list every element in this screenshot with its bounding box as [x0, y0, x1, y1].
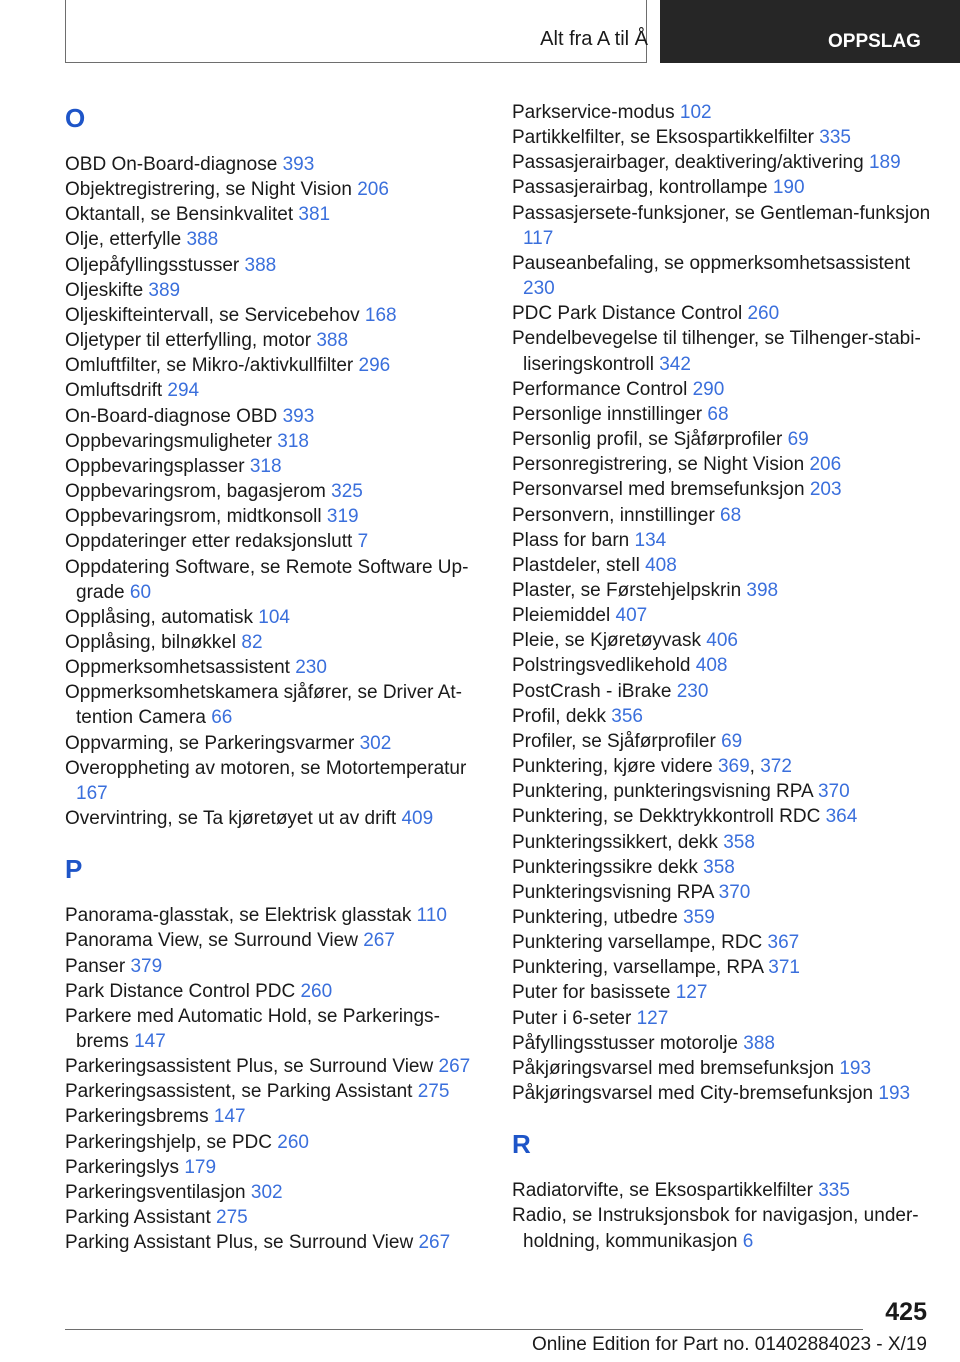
page-link[interactable]: 359 — [683, 907, 715, 928]
index-entry — [65, 1130, 485, 1155]
index-term: PostCrash - iBrake — [512, 680, 672, 702]
index-term: Objektregistrering, se Night Vision — [65, 179, 352, 201]
index-term: Oppbevaringsplasser — [65, 455, 245, 477]
index-term: Påfyllingsstusser motorolje — [512, 1032, 738, 1054]
index-entry — [512, 201, 932, 251]
index-term: Profiler, se Sjåførprofiler — [512, 730, 716, 752]
index-entry — [65, 404, 485, 429]
page-link[interactable]: 318 — [277, 430, 309, 452]
index-entry — [512, 880, 932, 905]
page-link[interactable]: 342 — [659, 353, 691, 375]
index-term: Passasjersete-funksjoner, se Gentleman-funksjon — [512, 202, 931, 224]
index-term: Personregistrering, se Night Vision — [512, 454, 805, 476]
index-column-left — [65, 100, 485, 1255]
group-spacer — [512, 1106, 932, 1126]
index-entry — [65, 303, 485, 328]
index-entry — [512, 377, 932, 402]
page-link[interactable]: 409 — [401, 808, 434, 830]
page-link[interactable]: 190 — [772, 177, 805, 199]
index-entry — [512, 452, 932, 477]
index-term: Oppmerksomhetskamera sjåfører, se Driver Attention Camera — [65, 682, 462, 729]
index-term: Omluftfilter, se Mikro-/aktivkullfilter — [65, 355, 354, 377]
page-link[interactable]: 102 — [679, 102, 712, 123]
section-title: Alt fra A til Å — [540, 28, 648, 50]
page-link[interactable]: 406 — [706, 630, 738, 652]
index-entry — [65, 1079, 485, 1104]
index-entry — [65, 227, 485, 252]
index-entry — [512, 402, 932, 427]
page-link[interactable]: 408 — [645, 554, 677, 576]
page-link[interactable]: 358 — [703, 856, 735, 878]
page-link[interactable]: 393 — [282, 405, 315, 427]
letter-spacer — [65, 136, 485, 152]
index-term: Parkeringslys — [65, 1156, 180, 1178]
index-entry — [512, 427, 932, 452]
index-term: OBD On-Board-diagnose — [65, 154, 278, 175]
page-link[interactable]: 147 — [213, 1106, 246, 1128]
index-term: Pauseanbefaling, se oppmerksomhetsassistent — [512, 252, 911, 274]
index-term: Pendelbevegelse til tilhenger, se Tilhenger-stabiliseringskontroll — [512, 328, 921, 375]
index-term: Punkteringssikre dekk — [512, 856, 698, 878]
index-entry — [65, 529, 485, 554]
index-term: Panorama View, se Surround View — [65, 930, 358, 952]
page-link[interactable]: 134 — [634, 529, 667, 551]
index-term: Plastdeler, stell — [512, 554, 640, 576]
index-term: Punktering, se Dekktrykkontroll RDC — [512, 806, 821, 828]
page-link[interactable]: 407 — [615, 605, 648, 627]
page-link[interactable]: 388 — [186, 229, 219, 251]
page-link[interactable]: 260 — [747, 303, 780, 325]
index-term: Personlige innstillinger — [512, 403, 703, 425]
index-entry — [65, 278, 485, 303]
index-term: Overvintring, se Ta kjøretøyet ut av drift — [65, 808, 397, 830]
index-entry — [65, 1054, 485, 1079]
page-link[interactable]: 69 — [787, 429, 809, 451]
section-letter: O — [65, 103, 86, 133]
index-entry — [65, 903, 485, 928]
page-link[interactable]: 260 — [300, 980, 333, 1002]
page-link[interactable]: 369 — [717, 756, 750, 778]
index-entry — [512, 729, 932, 754]
index-entry — [512, 477, 932, 502]
index-term: Puter for basissete — [512, 982, 671, 1004]
index-term: Punktering, punkteringsvisning RPA — [512, 781, 813, 803]
index-term: Punkteringssikkert, dekk — [512, 831, 718, 853]
index-entry — [512, 1056, 932, 1081]
index-term: Personlig profil, se Sjåførprofiler — [512, 429, 783, 451]
index-entry — [65, 630, 485, 655]
page-link[interactable]: 275 — [417, 1081, 450, 1103]
page-link[interactable]: 230 — [523, 278, 555, 300]
page-link[interactable]: 393 — [282, 154, 315, 175]
index-entry — [512, 804, 932, 829]
index-term: Passasjerairbager, deaktivering/aktivering — [512, 152, 864, 174]
section-letter: R — [512, 1129, 531, 1160]
page-link[interactable]: 358 — [723, 831, 755, 853]
page-link[interactable]: 167 — [76, 782, 108, 804]
index-term: Plaster, se Førstehjelpskrin — [512, 579, 742, 601]
page-link[interactable]: 325 — [331, 481, 363, 503]
footer-divider — [65, 1329, 863, 1330]
index-entry — [512, 830, 932, 855]
index-term: Oppbevaringsrom, bagasjerom — [65, 481, 326, 503]
index-term: Parking Assistant — [65, 1207, 211, 1229]
index-term: Olje, etterfylle — [65, 229, 182, 251]
index-entry — [512, 628, 932, 653]
index-term: Polstringsvedlikehold — [512, 655, 691, 677]
index-term: Punkteringsvisning RPA — [512, 881, 714, 903]
letter-spacer — [512, 1162, 932, 1178]
page-link[interactable]: 356 — [611, 705, 643, 727]
index-term: Punktering, utbedre — [512, 907, 678, 928]
index-entry — [512, 1081, 932, 1106]
index-entry — [65, 353, 485, 378]
index-term: Oppvarming, se Parkeringsvarmer — [65, 732, 355, 754]
index-entry — [65, 479, 485, 504]
page-link[interactable]: 398 — [746, 579, 779, 601]
index-term: Oktantall, se Bensinkvalitet — [65, 204, 294, 226]
index-entry — [65, 1230, 485, 1255]
index-term: Parking Assistant Plus, se Surround View — [65, 1232, 414, 1254]
page-link[interactable]: 379 — [130, 955, 163, 977]
index-term: Punktering, varsellampe, RPA — [512, 957, 763, 979]
page-link[interactable]: 388 — [244, 254, 277, 276]
index-term: Partikkelfilter, se Eksospartikkelfilter — [512, 127, 814, 149]
index-entry — [65, 1180, 485, 1205]
index-term: Parkeringsventilasjon — [65, 1181, 246, 1203]
page-link[interactable]: 168 — [364, 304, 397, 326]
index-entry — [65, 756, 485, 806]
index-entry — [512, 251, 932, 301]
index-entry — [65, 731, 485, 756]
index-term: Oppbevaringsrom, midtkonsoll — [65, 506, 322, 528]
index-entry — [512, 653, 932, 678]
index-entry — [512, 1203, 932, 1253]
page-link[interactable]: 230 — [295, 657, 327, 679]
index-entry — [65, 1004, 485, 1054]
section-letter: P — [65, 854, 83, 885]
page-link[interactable]: 66 — [211, 707, 233, 729]
index-entry — [512, 603, 932, 628]
index-entry — [512, 1178, 932, 1203]
index-entry — [512, 326, 932, 376]
page-link[interactable]: 296 — [358, 355, 391, 377]
index-entry — [65, 1155, 485, 1180]
index-term: PDC Park Distance Control — [512, 303, 743, 325]
page-link[interactable]: 203 — [809, 479, 842, 501]
page-link[interactable]: 127 — [675, 982, 708, 1004]
page-link[interactable]: 370 — [718, 881, 751, 903]
page-link[interactable]: 68 — [720, 504, 742, 526]
page-link[interactable]: 179 — [184, 1156, 217, 1178]
page-link[interactable]: 206 — [357, 179, 389, 201]
page-link[interactable]: 290 — [692, 378, 725, 400]
page-link[interactable]: 275 — [216, 1207, 248, 1229]
index-term: Opplåsing, bilnøkkel — [65, 631, 237, 653]
index-entry — [65, 928, 485, 953]
index-entry — [65, 1104, 485, 1129]
index-term: Parkere med Automatic Hold, se Parkeringsbrems — [65, 1005, 440, 1052]
page-link[interactable]: 104 — [258, 606, 290, 628]
page-link[interactable]: 110 — [416, 905, 447, 927]
index-entry — [65, 605, 485, 630]
index-term: Pleiemiddel — [512, 605, 611, 627]
page-link[interactable]: 82 — [241, 631, 263, 653]
index-entry — [65, 328, 485, 353]
index-term: Parkeringsbrems — [65, 1106, 209, 1128]
index-entry — [65, 1205, 485, 1230]
page-link[interactable]: 364 — [825, 806, 858, 828]
index-term: On-Board-diagnose OBD — [65, 405, 278, 427]
index-entry — [512, 704, 932, 729]
index-entry — [65, 454, 485, 479]
index-entry — [65, 202, 485, 227]
index-entry — [512, 150, 932, 175]
page-link[interactable]: 294 — [167, 380, 200, 402]
index-entry — [65, 504, 485, 529]
index-entry — [512, 125, 932, 150]
page-link[interactable]: 267 — [438, 1056, 471, 1078]
edition-footer: Online Edition for Part no. 01402884023 - X/19 — [531, 1334, 927, 1355]
index-entry — [512, 100, 932, 125]
index-entry: Punktering, kjøre videre 369, 372 — [512, 756, 792, 778]
page-link[interactable]: 260 — [277, 1131, 309, 1153]
index-term: Passasjerairbag, kontrollampe — [512, 177, 768, 199]
index-entry — [512, 528, 932, 553]
index-entry — [65, 954, 485, 979]
index-entry — [65, 655, 485, 680]
index-entry — [65, 152, 485, 177]
index-term: Parkeringsassistent, se Parking Assistant — [65, 1081, 413, 1103]
page-link[interactable]: 371 — [768, 957, 800, 979]
page-link[interactable]: 367 — [767, 932, 800, 954]
index-entry — [512, 553, 932, 578]
page-link[interactable]: 193 — [839, 1057, 872, 1079]
index-term: Personvern, innstillinger — [512, 504, 715, 526]
page-link[interactable]: 388 — [316, 330, 349, 352]
page-link[interactable]: 388 — [743, 1032, 775, 1054]
index-term: Plass for barn — [512, 529, 630, 551]
index-entry — [65, 555, 485, 605]
index-term: Oljetyper til etterfylling, motor — [65, 330, 312, 352]
index-entry — [512, 930, 932, 955]
index-term: Påkjøringsvarsel med bremsefunksjon — [512, 1057, 835, 1079]
index-entry — [512, 855, 932, 880]
index-term: Parkeringsassistent Plus, se Surround View — [65, 1056, 434, 1078]
index-entry — [512, 1006, 932, 1031]
index-term: Oppdateringer etter redaksjonslutt — [65, 531, 353, 553]
page-link[interactable]: 267 — [363, 930, 395, 952]
index-term: Påkjøringsvarsel med City-bremsefunksjon — [512, 1083, 874, 1105]
page-link[interactable]: 381 — [298, 204, 331, 226]
index-entry — [512, 980, 932, 1005]
index-entry — [512, 301, 932, 326]
index-term: Personvarsel med bremsefunksjon — [512, 479, 805, 501]
group-spacer — [65, 831, 485, 851]
index-entry — [65, 177, 485, 202]
page-number: 425 — [885, 1298, 927, 1326]
index-entry — [512, 175, 932, 200]
index-entry — [512, 955, 932, 980]
page-link[interactable]: 189 — [868, 152, 901, 174]
page-link[interactable]: 68 — [707, 403, 729, 425]
page-link[interactable]: 193 — [878, 1083, 911, 1105]
page-link[interactable]: 370 — [817, 781, 850, 803]
page-link[interactable]: 319 — [326, 506, 359, 528]
page-link[interactable]: 372 — [760, 756, 792, 778]
index-term: Panser — [65, 955, 126, 977]
page-link[interactable]: 69 — [721, 730, 743, 752]
index-term: Punktering varsellampe, RDC — [512, 932, 763, 954]
page-link[interactable]: 117 — [523, 227, 554, 249]
index-term: Profil, dekk — [512, 705, 606, 727]
index-entry — [512, 1031, 932, 1056]
index-term: Oljeskifte — [65, 279, 144, 301]
page-link[interactable]: 6 — [742, 1230, 754, 1252]
index-entry — [65, 680, 485, 730]
index-entry — [65, 378, 485, 403]
page-link[interactable]: 335 — [818, 1180, 850, 1202]
page-link[interactable]: 408 — [695, 655, 728, 677]
index-entry — [65, 253, 485, 278]
index-term: Puter i 6-seter — [512, 1007, 632, 1029]
page-link[interactable]: 206 — [809, 454, 842, 476]
index-entry — [512, 779, 932, 804]
index-term: Park Distance Control PDC — [65, 980, 296, 1002]
index-term: Omluftsdrift — [65, 380, 163, 402]
index-column-right — [512, 100, 932, 1254]
index-term: Performance Control — [512, 378, 688, 400]
index-entry — [512, 905, 932, 930]
page-link[interactable]: 147 — [134, 1031, 166, 1052]
page-link[interactable]: 60 — [129, 581, 152, 603]
page-link[interactable]: 302 — [250, 1181, 283, 1203]
index-term: Oljepåfyllingsstusser — [65, 254, 240, 276]
page-link[interactable]: 335 — [819, 127, 851, 149]
page-link[interactable]: 302 — [359, 732, 392, 754]
section-tab — [660, 0, 960, 63]
page-link[interactable]: 318 — [249, 455, 282, 477]
page-link[interactable]: 389 — [148, 279, 181, 301]
page-link[interactable]: 267 — [418, 1232, 451, 1254]
index-term: Radiatorvifte, se Eksospartikkelfilter — [512, 1180, 813, 1202]
index-entry — [512, 503, 932, 528]
page-link[interactable]: 7 — [357, 531, 369, 553]
index-term: Oppmerksomhetsassistent — [65, 657, 290, 679]
index-entry — [65, 429, 485, 454]
index-term: Pleie, se Kjøretøyvask — [512, 630, 701, 652]
page-link[interactable]: 127 — [636, 1007, 669, 1029]
index-term: Oppbevaringsmuligheter — [65, 430, 273, 452]
index-term: Oppdatering Software, se Remote Software Upgrade — [65, 556, 469, 603]
index-term: Opplåsing, automatisk — [65, 606, 253, 628]
index-entry — [512, 679, 932, 704]
index-entry — [512, 578, 932, 603]
letter-spacer — [65, 887, 485, 903]
index-entry — [65, 979, 485, 1004]
index-term: Panorama-glasstak, se Elektrisk glasstak — [65, 905, 412, 927]
index-entry — [65, 806, 485, 831]
index-term: Punktering, kjøre videre — [512, 756, 713, 778]
section-tab-label: OPPSLAG — [828, 31, 921, 52]
page-link[interactable]: 230 — [676, 680, 709, 702]
index-term: Radio, se Instruksjonsbok for navigasjon, underholdning, kommunikasjon — [512, 1205, 919, 1252]
index-term: Parkeringshjelp, se PDC — [65, 1131, 272, 1153]
index-term: Parkservice-modus — [512, 102, 675, 123]
index-term: Oljeskifteintervall, se Servicebehov — [65, 304, 360, 326]
index-term: Overoppheting av motoren, se Motortemperatur — [65, 757, 467, 779]
